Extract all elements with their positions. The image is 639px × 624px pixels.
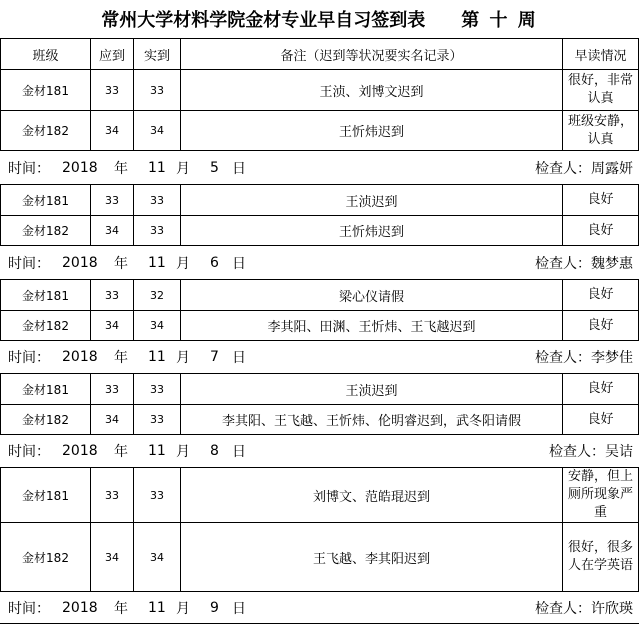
footer-inspector: 检查人：许欣瑛 bbox=[535, 601, 633, 617]
header-class: 班级 bbox=[0, 38, 90, 69]
week-label: 第 十 周 bbox=[461, 10, 538, 31]
actual-cell: 33 bbox=[133, 215, 180, 245]
expected-cell: 33 bbox=[90, 184, 133, 215]
footer-day: 5 bbox=[210, 159, 219, 176]
footer-day-unit: 日 bbox=[232, 601, 246, 617]
expected-cell: 34 bbox=[90, 215, 133, 245]
class-cell: 金材182 bbox=[0, 215, 90, 245]
footer-day-unit: 日 bbox=[232, 444, 246, 460]
class-cell: 金材181 bbox=[0, 184, 90, 215]
class-cell: 金材181 bbox=[0, 373, 90, 404]
table-row bbox=[0, 184, 639, 215]
remark-cell: 刘博文、范皓琨迟到 bbox=[180, 467, 562, 522]
footer-day: 7 bbox=[210, 349, 219, 365]
expected-cell: 34 bbox=[90, 310, 133, 340]
footer-year-unit: 年 bbox=[114, 444, 128, 460]
date-footer-row bbox=[0, 245, 639, 279]
footer-month: 11 bbox=[148, 254, 166, 271]
actual-cell: 34 bbox=[133, 110, 180, 150]
table-row bbox=[0, 404, 639, 434]
footer-time-label: 时间： bbox=[8, 350, 50, 366]
status-cell: 良好 bbox=[562, 310, 639, 340]
table-row bbox=[0, 522, 639, 591]
footer-day: 6 bbox=[210, 254, 219, 271]
expected-cell: 33 bbox=[90, 373, 133, 404]
footer-year: 2018 bbox=[62, 443, 98, 459]
remark-cell: 梁心仪请假 bbox=[180, 279, 562, 310]
footer-month-unit: 月 bbox=[176, 350, 190, 366]
footer-month-unit: 月 bbox=[176, 444, 190, 460]
footer-inspector: 检查人：魏梦惠 bbox=[535, 255, 633, 272]
status-cell: 很好，很多人在学英语 bbox=[562, 522, 639, 591]
footer-inspector: 检查人：周露妍 bbox=[535, 160, 633, 177]
status-cell: 良好 bbox=[562, 404, 639, 434]
header-row bbox=[0, 38, 639, 69]
header-expected: 应到 bbox=[90, 38, 133, 69]
remark-cell: 王忻炜迟到 bbox=[180, 215, 562, 245]
actual-cell: 33 bbox=[133, 373, 180, 404]
status-cell: 良好 bbox=[562, 215, 639, 245]
remark-cell: 王飞越、李其阳迟到 bbox=[180, 522, 562, 591]
footer-year-unit: 年 bbox=[114, 601, 128, 617]
date-footer-row bbox=[0, 150, 639, 184]
footer-day-unit: 日 bbox=[232, 160, 246, 177]
footer-month-unit: 月 bbox=[176, 601, 190, 617]
footer-day-unit: 日 bbox=[232, 255, 246, 272]
class-cell: 金材181 bbox=[0, 279, 90, 310]
footer-month-unit: 月 bbox=[176, 160, 190, 177]
date-footer-row bbox=[0, 434, 639, 467]
sheet-title: 常州大学材料学院金材专业早自习签到表 bbox=[101, 10, 426, 31]
footer-year-unit: 年 bbox=[114, 350, 128, 366]
table-row bbox=[0, 310, 639, 340]
sheet-title-bar bbox=[0, 0, 639, 38]
footer-time-label: 时间： bbox=[8, 601, 50, 617]
expected-cell: 34 bbox=[90, 404, 133, 434]
actual-cell: 33 bbox=[133, 69, 180, 110]
status-cell: 班级安静，认真 bbox=[562, 110, 639, 150]
actual-cell: 33 bbox=[133, 184, 180, 215]
expected-cell: 33 bbox=[90, 279, 133, 310]
table-row bbox=[0, 279, 639, 310]
header-status: 早读情况 bbox=[562, 38, 639, 69]
remark-cell: 王浈迟到 bbox=[180, 373, 562, 404]
class-cell: 金材182 bbox=[0, 310, 90, 340]
remark-cell: 王浈、刘博文迟到 bbox=[180, 69, 562, 110]
status-cell: 良好 bbox=[562, 279, 639, 310]
class-cell: 金材182 bbox=[0, 522, 90, 591]
footer-time-label: 时间： bbox=[8, 160, 50, 177]
expected-cell: 34 bbox=[90, 522, 133, 591]
remark-cell: 李其阳、王飞越、王忻炜、伦明睿迟到，武冬阳请假 bbox=[180, 404, 562, 434]
status-cell: 良好 bbox=[562, 184, 639, 215]
status-cell: 良好 bbox=[562, 373, 639, 404]
expected-cell: 34 bbox=[90, 110, 133, 150]
table-row bbox=[0, 373, 639, 404]
status-cell: 很好，非常认真 bbox=[562, 69, 639, 110]
actual-cell: 33 bbox=[133, 404, 180, 434]
footer-year: 2018 bbox=[62, 254, 98, 271]
date-footer-row bbox=[0, 340, 639, 373]
actual-cell: 32 bbox=[133, 279, 180, 310]
class-cell: 金材182 bbox=[0, 110, 90, 150]
table-row bbox=[0, 467, 639, 522]
footer-day: 9 bbox=[210, 600, 219, 616]
footer-year: 2018 bbox=[62, 159, 98, 176]
actual-cell: 34 bbox=[133, 522, 180, 591]
expected-cell: 33 bbox=[90, 69, 133, 110]
footer-year-unit: 年 bbox=[114, 255, 128, 272]
class-cell: 金材181 bbox=[0, 467, 90, 522]
expected-cell: 33 bbox=[90, 467, 133, 522]
header-actual: 实到 bbox=[133, 38, 180, 69]
footer-year-unit: 年 bbox=[114, 160, 128, 177]
header-remark: 备注（迟到等状况要实名记录） bbox=[180, 38, 562, 69]
footer-month: 11 bbox=[148, 600, 166, 616]
table-row bbox=[0, 215, 639, 245]
class-cell: 金材182 bbox=[0, 404, 90, 434]
class-cell: 金材181 bbox=[0, 69, 90, 110]
actual-cell: 34 bbox=[133, 310, 180, 340]
footer-inspector: 检查人：李梦佳 bbox=[535, 350, 633, 366]
remark-cell: 王忻炜迟到 bbox=[180, 110, 562, 150]
footer-day: 8 bbox=[210, 443, 219, 459]
footer-day-unit: 日 bbox=[232, 350, 246, 366]
table-row bbox=[0, 110, 639, 150]
date-footer-row bbox=[0, 591, 639, 624]
footer-year: 2018 bbox=[62, 349, 98, 365]
actual-cell: 33 bbox=[133, 467, 180, 522]
footer-month-unit: 月 bbox=[176, 255, 190, 272]
footer-inspector: 检查人：吴诘 bbox=[549, 444, 633, 460]
remark-cell: 李其阳、田渊、王忻炜、王飞越迟到 bbox=[180, 310, 562, 340]
footer-month: 11 bbox=[148, 349, 166, 365]
footer-time-label: 时间： bbox=[8, 444, 50, 460]
footer-time-label: 时间： bbox=[8, 255, 50, 272]
remark-cell: 王浈迟到 bbox=[180, 184, 562, 215]
footer-month: 11 bbox=[148, 159, 166, 176]
table-row bbox=[0, 69, 639, 110]
status-cell: 安静，但上厕所现象严重 bbox=[562, 467, 639, 522]
footer-year: 2018 bbox=[62, 600, 98, 616]
footer-month: 11 bbox=[148, 443, 166, 459]
